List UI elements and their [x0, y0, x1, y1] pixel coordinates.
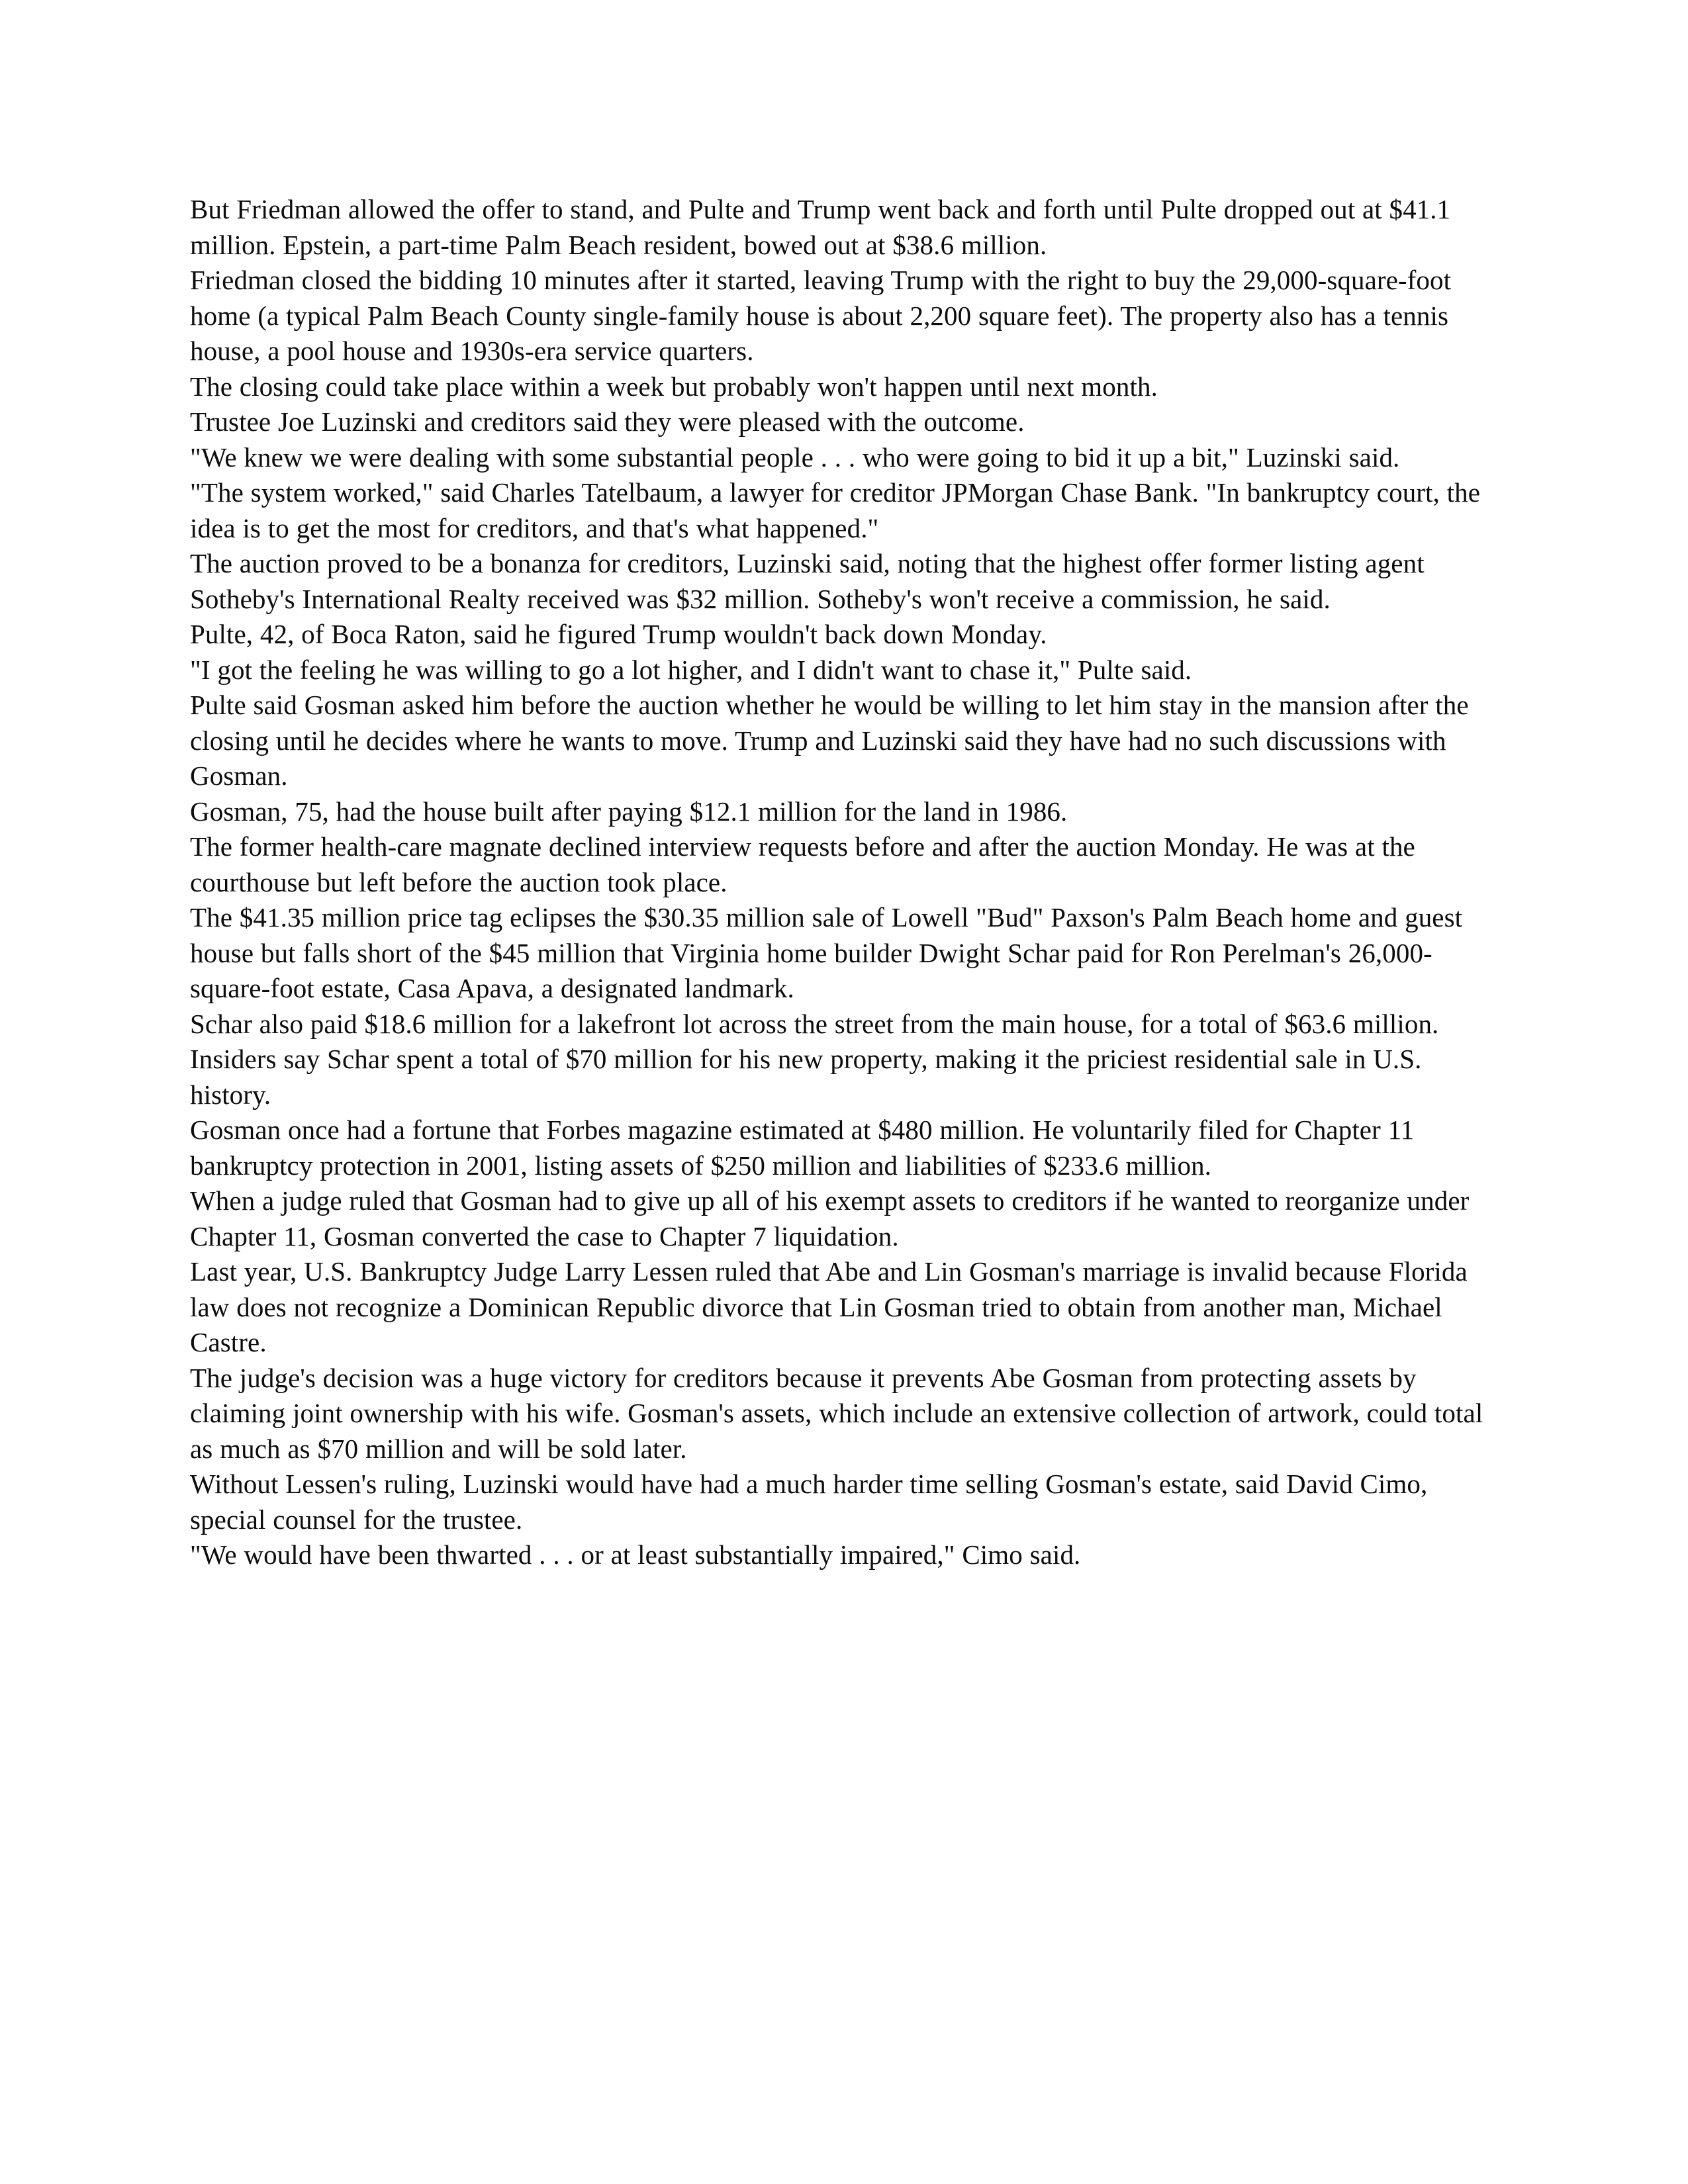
paragraph: The judge's decision was a huge victory for creditors because it prevents Abe Gosman from protecting assets by claiming joint ownership with his wife. Gosman's assets, which include an extensive collection of artwork, could total as much as $70 million and will be sold later.: [190, 1362, 1483, 1464]
paragraph: But Friedman allowed the offer to stand, and Pulte and Trump went back and forth until Pulte dropped out at $41.1 million. Epstein, a part-time Palm Beach resident, bowed out at $38.6 million.: [190, 194, 1451, 260]
paragraph: The auction proved to be a bonanza for creditors, Luzinski said, noting that the highest offer former listing agent Sotheby's International Realty received was $32 million. Sotheby's won't receive a commission, he said.: [190, 548, 1425, 614]
paragraph: "We knew we were dealing with some substantial people . . . who were going to bid it up a bit," Luzinski said.: [190, 441, 1400, 473]
paragraph: Pulte, 42, of Boca Raton, said he figured Trump wouldn't back down Monday.: [190, 619, 1047, 649]
paragraph: When a judge ruled that Gosman had to give up all of his exempt assets to creditors if he wanted to reorganize under Chapter 11, Gosman converted the case to Chapter 7 liquidation.: [190, 1185, 1470, 1251]
paragraph: "We would have been thwarted . . . or at least substantially impaired," Cimo said.: [190, 1539, 1081, 1570]
paragraph: The $41.35 million price tag eclipses the $30.35 million sale of Lowell "Bud" Paxson's Palm Beach home and guest house but falls short of the $45 million that Virginia home builder Dwight Schar paid for Ron Perelman's 26,000-square-foot estate, Casa Apava, a designated landmark.: [190, 902, 1463, 1003]
paragraph: "I got the feeling he was willing to go a lot higher, and I didn't want to chase it," Pulte said.: [190, 654, 1192, 685]
paragraph: Gosman, 75, had the house built after paying $12.1 million for the land in 1986.: [190, 796, 1068, 827]
paragraph: Friedman closed the bidding 10 minutes after it started, leaving Trump with the right to buy the 29,000-square-foot home (a typical Palm Beach County single-family house is about 2,200 square feet). The property also has a tennis house, a pool house and 1930s-era service quarters.: [190, 265, 1452, 366]
paragraph: Without Lessen's ruling, Luzinski would have had a much harder time selling Gosman's estate, said David Cimo, special counsel for the trustee.: [190, 1469, 1428, 1535]
paragraph: Last year, U.S. Bankruptcy Judge Larry Lessen ruled that Abe and Lin Gosman's marriage is invalid because Florida law does not recognize a Dominican Republic divorce that Lin Gosman tried to obtain from another man, Michael Castre.: [190, 1256, 1468, 1357]
paragraph: "The system worked," said Charles Tatelbaum, a lawyer for creditor JPMorgan Chase Bank. "In bankruptcy court, the idea is to get the most for creditors, and that's what happened.": [190, 477, 1481, 543]
paragraph: Pulte said Gosman asked him before the auction whether he would be willing to let him stay in the mansion after the closing until he decides where he wants to move. Trump and Luzinski said they have had no such discussions with Gosman.: [190, 690, 1469, 791]
article-body: [190, 192, 1487, 1573]
paragraph: The closing could take place within a week but probably won't happen until next month.: [190, 371, 1158, 402]
paragraph: Gosman once had a fortune that Forbes magazine estimated at $480 million. He voluntarily filed for Chapter 11 bankruptcy protection in 2001, listing assets of $250 million and liabilities of $233.6 million.: [190, 1115, 1415, 1181]
paragraph: The former health-care magnate declined interview requests before and after the auction Monday. He was at the courthouse but left before the auction took place.: [190, 831, 1415, 897]
paragraph: Trustee Joe Luzinski and creditors said they were pleased with the outcome.: [190, 406, 1025, 437]
paragraph: Schar also paid $18.6 million for a lakefront lot across the street from the main house, for a total of $63.6 million. Insiders say Schar spent a total of $70 million for his new property, making it the priciest residential sale in U.S. history.: [190, 1008, 1439, 1110]
